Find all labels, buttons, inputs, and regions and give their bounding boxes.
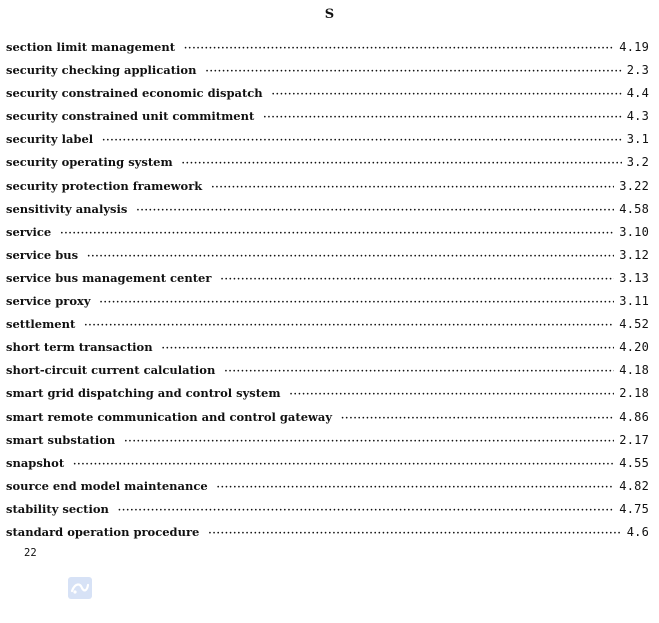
index-term: security operating system: [6, 155, 173, 170]
clause-reference: 3.10: [619, 224, 649, 239]
index-entry: [6, 268, 649, 291]
page-number: 22: [24, 547, 37, 559]
index-entry: [6, 407, 649, 430]
index-entry: [6, 522, 649, 545]
clause-reference: 3.22: [619, 178, 649, 193]
dot-leader: [182, 154, 622, 174]
clause-reference: 3.12: [619, 247, 649, 262]
index-entry: [6, 129, 649, 152]
index-term: settlement: [6, 317, 76, 332]
index-term: security protection framework: [6, 178, 203, 193]
dot-leader: [184, 39, 614, 59]
dot-leader: [118, 501, 614, 521]
index-entry: [6, 176, 649, 199]
dot-leader: [60, 224, 614, 244]
index-term: service proxy: [6, 294, 91, 309]
index-entry: [6, 337, 649, 360]
dot-leader: [211, 178, 614, 198]
index-entry: [6, 60, 649, 83]
clause-reference: 4.52: [619, 317, 649, 332]
clause-reference: 4.82: [619, 478, 649, 493]
dot-leader: [341, 409, 614, 429]
dot-leader: [124, 432, 614, 452]
index-entry: [6, 453, 649, 476]
index-entry: [6, 83, 649, 106]
index-term: short-circuit current calculation: [6, 363, 216, 378]
dot-leader: [272, 85, 622, 105]
clause-reference: 4.20: [619, 340, 649, 355]
clause-reference: 3.1: [626, 132, 649, 147]
clause-reference: 2.18: [619, 386, 649, 401]
index-term: sensitivity analysis: [6, 201, 128, 216]
dot-leader: [162, 339, 615, 359]
dot-leader: [205, 62, 621, 82]
clause-reference: 4.19: [619, 40, 649, 54]
publisher-logo-icon: [68, 577, 92, 599]
index-term: security constrained economic dispatch: [6, 86, 263, 101]
dot-leader: [136, 201, 614, 221]
index-entry: [6, 499, 649, 522]
index-entry: [6, 245, 649, 268]
clause-reference: 3.2: [626, 155, 649, 170]
clause-reference: 4.55: [619, 455, 649, 470]
index-term: security checking application: [6, 63, 197, 78]
index-term: snapshot: [6, 455, 65, 470]
index-term: short term transaction: [6, 340, 153, 355]
clause-reference: 4.75: [619, 501, 649, 516]
dot-leader: [73, 455, 614, 475]
index-entry: [6, 199, 649, 222]
index-entry: [6, 291, 649, 314]
clause-reference: 4.86: [619, 409, 649, 424]
index-entry: [6, 314, 649, 337]
dot-leader: [217, 478, 615, 498]
clause-reference: 4.4: [626, 86, 649, 101]
index-term: smart remote communication and control gateway: [6, 409, 333, 424]
index-entry: [6, 152, 649, 175]
clause-reference: 4.6: [626, 524, 649, 539]
index-entry: [6, 476, 649, 499]
clause-reference: 2.3: [626, 63, 649, 78]
dot-leader: [102, 131, 622, 151]
section-letter-heading: S: [324, 7, 335, 22]
clause-reference: 4.3: [626, 109, 649, 124]
index-term: section limit management: [6, 40, 176, 54]
dot-leader: [84, 316, 614, 336]
index-term: smart grid dispatching and control system: [6, 386, 281, 401]
index-entry: [6, 37, 649, 60]
index-term: smart substation: [6, 432, 116, 447]
dot-leader: [220, 270, 614, 290]
dot-leader: [290, 385, 615, 405]
index-entry: [6, 106, 649, 129]
dot-leader: [87, 247, 614, 267]
dot-leader: [100, 293, 615, 313]
index-entry: [6, 383, 649, 406]
clause-reference: 3.11: [619, 294, 649, 309]
index-entry-list: [6, 37, 649, 545]
index-term: security label: [6, 132, 94, 147]
clause-reference: 4.18: [619, 363, 649, 378]
index-term: stability section: [6, 501, 109, 516]
index-entry: [6, 222, 649, 245]
index-term: standard operation procedure: [6, 524, 200, 539]
dot-leader: [224, 362, 614, 382]
index-term: source end model maintenance: [6, 478, 208, 493]
clause-reference: 3.13: [619, 270, 649, 285]
index-entry: [6, 430, 649, 453]
publisher-logo-icon-graphic: [68, 577, 92, 599]
dot-leader: [208, 524, 621, 544]
index-term: service bus management center: [6, 270, 212, 285]
clause-reference: 4.58: [619, 201, 649, 216]
index-term: security constrained unit commitment: [6, 109, 255, 124]
index-entry: [6, 360, 649, 383]
dot-leader: [263, 108, 621, 128]
index-term: service bus: [6, 247, 79, 262]
index-term: service: [6, 224, 52, 239]
clause-reference: 2.17: [619, 432, 649, 447]
